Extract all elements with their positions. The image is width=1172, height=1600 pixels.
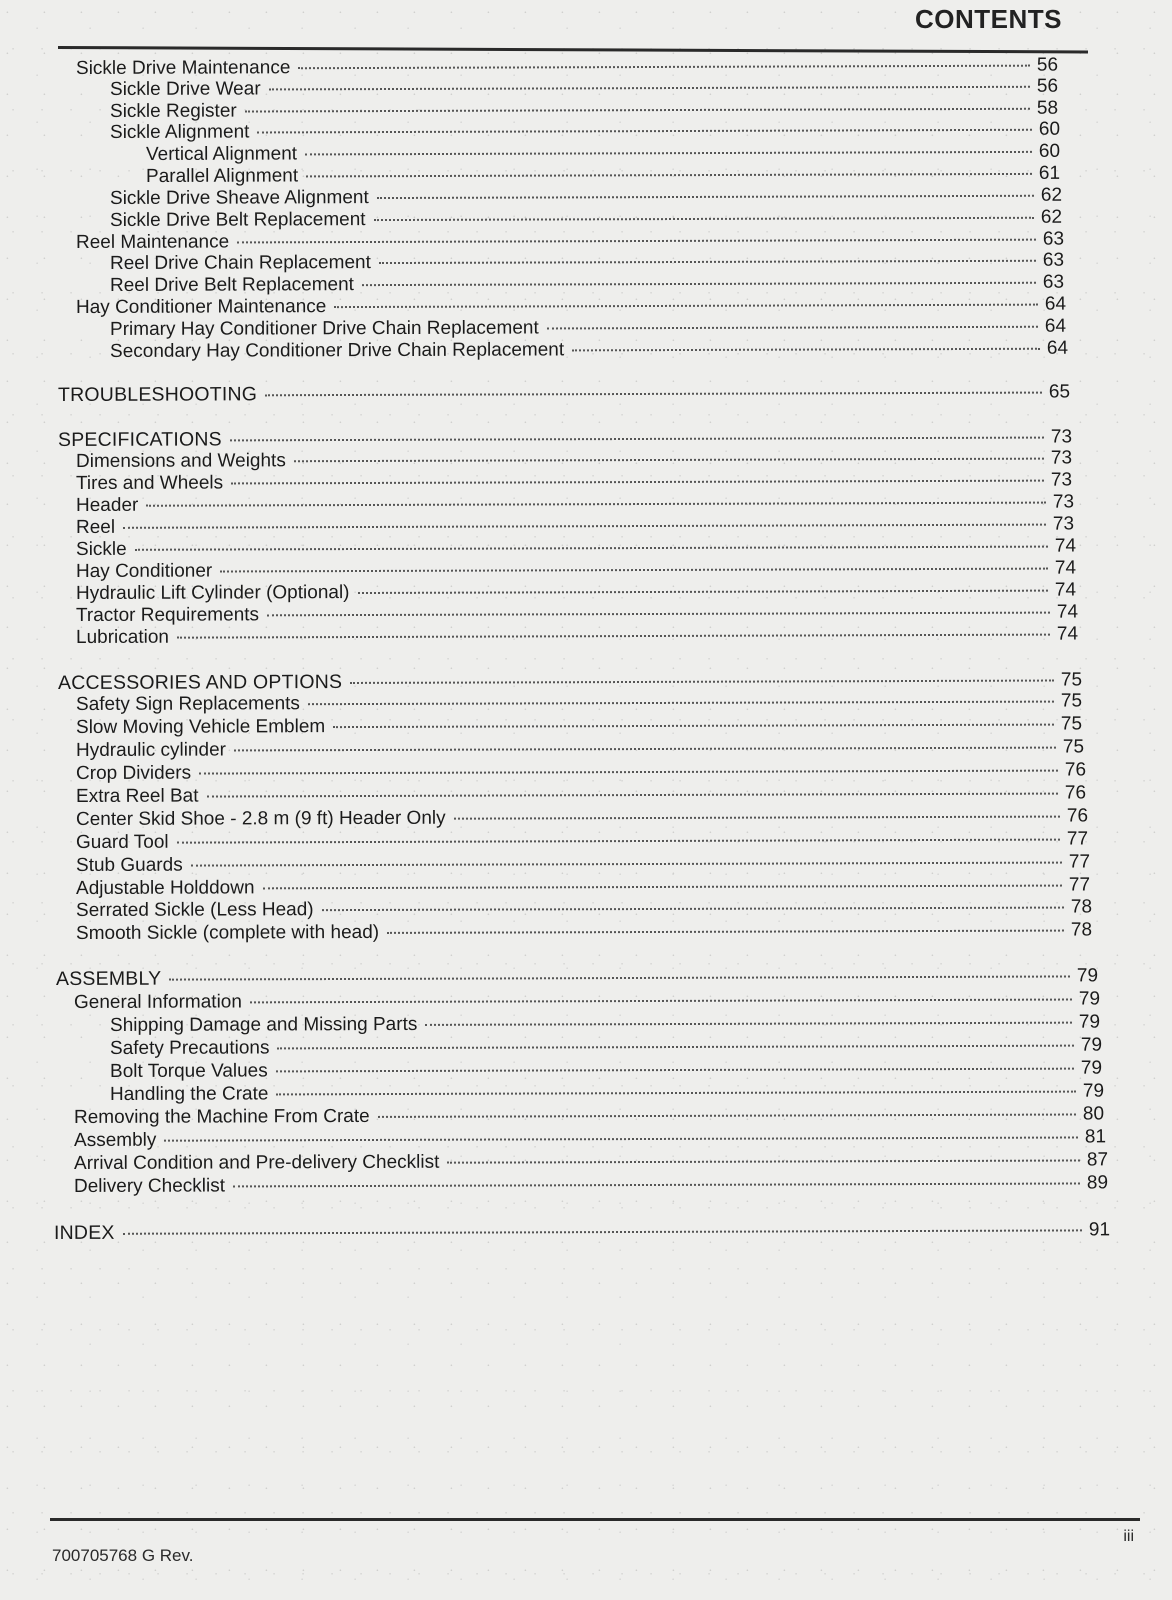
toc-entry[interactable] [74, 1172, 1108, 1198]
dot-leader [572, 348, 1040, 352]
toc-entry-title: Smooth Sickle (complete with head) [75, 921, 380, 944]
toc-entry[interactable] [76, 713, 1082, 739]
dot-leader [305, 151, 1032, 156]
toc-entry-title: Adjustable Holddown [75, 877, 255, 899]
toc-entry-title: Hydraulic cylinder [75, 739, 226, 761]
toc-entry[interactable] [76, 919, 1092, 945]
toc-entry-title: Reel Maintenance [75, 231, 230, 253]
dot-leader [177, 634, 1050, 639]
toc-entry-title: Crop Dividers [75, 762, 192, 784]
toc-entry-page: 61 [1038, 162, 1061, 184]
dot-leader [322, 907, 1064, 912]
document-number: 700705768 G Rev. [52, 1546, 194, 1565]
toc-entry-page: 74 [1056, 601, 1079, 623]
toc-entry-page: 56 [1036, 54, 1059, 76]
toc-entry-page: 73 [1050, 447, 1073, 469]
toc-entry[interactable] [110, 1035, 1102, 1060]
toc-entry-title: Removing the Machine From Crate [73, 1105, 370, 1128]
toc-entry-title: ACCESSORIES AND OPTIONS [57, 671, 343, 694]
toc-entry-title: Sickle Drive Belt Replacement [109, 209, 366, 231]
dot-leader [230, 437, 1044, 442]
toc-entry-page: 63 [1042, 228, 1065, 250]
dot-leader [269, 86, 1030, 91]
toc-section-troubleshooting[interactable] [58, 380, 1070, 407]
toc-entry-title: ASSEMBLY [55, 967, 162, 990]
toc-entry-title: Header [75, 494, 139, 516]
toc-entry-page: 79 [1082, 1080, 1105, 1102]
toc-entry-page: 89 [1086, 1172, 1109, 1194]
dot-leader [454, 816, 1060, 820]
toc-entry[interactable] [74, 988, 1100, 1014]
dot-leader [123, 524, 1046, 529]
dot-leader [334, 304, 1038, 308]
toc-entry-page: 75 [1062, 736, 1085, 758]
toc-entry[interactable] [76, 736, 1084, 762]
toc-entry[interactable] [110, 338, 1068, 363]
dot-leader [379, 260, 1036, 264]
toc-entry-title: Sickle Drive Sheave Alignment [109, 187, 369, 209]
toc-entry-page: 62 [1040, 206, 1063, 228]
toc-entry-title: Sickle Drive Maintenance [75, 57, 291, 79]
toc-entry-title: Slow Moving Vehicle Emblem [75, 716, 326, 738]
toc-entry-title: General Information [73, 991, 242, 1013]
toc-entry[interactable] [76, 690, 1082, 716]
toc-entry-title: Assembly [73, 1129, 157, 1151]
toc-entry-title: Extra Reel Bat [75, 785, 199, 807]
dot-leader [233, 1182, 1080, 1187]
toc-entry-title: Vertical Alignment [145, 143, 298, 165]
toc-entry-page: 63 [1042, 249, 1065, 271]
dot-leader [333, 724, 1054, 729]
dot-leader [169, 975, 1070, 980]
toc-entry-page: 76 [1064, 759, 1087, 781]
toc-entry-title: Hay Conditioner [75, 560, 213, 582]
toc-entry[interactable] [146, 141, 1060, 166]
toc-entry-page: 78 [1070, 919, 1093, 941]
toc-entry-title: Secondary Hay Conditioner Drive Chain Replacement [109, 339, 565, 362]
toc-entry-title: Safety Sign Replacements [75, 693, 300, 715]
dot-leader [123, 1229, 1082, 1234]
toc-entry-page: 73 [1052, 513, 1075, 535]
toc-entry-title: Dimensions and Weights [75, 450, 286, 472]
toc-entry-page: 74 [1054, 579, 1077, 601]
dot-leader [276, 1091, 1076, 1096]
header-rule [58, 46, 1088, 53]
dot-leader [357, 590, 1048, 594]
dot-leader [146, 502, 1046, 507]
toc-entry-page: 74 [1056, 623, 1079, 645]
toc-entry[interactable] [76, 851, 1090, 877]
toc-entry[interactable] [74, 1149, 1108, 1175]
dot-leader [231, 480, 1044, 485]
toc-entry-page: 80 [1082, 1103, 1105, 1125]
toc-entry-title: Lubrication [75, 626, 169, 648]
dot-leader [374, 217, 1034, 221]
toc-entry[interactable] [76, 294, 1066, 319]
toc-entry-page: 56 [1036, 75, 1059, 97]
toc-entry-page: 75 [1060, 669, 1083, 691]
dot-leader [308, 701, 1054, 706]
toc-entry-page: 79 [1080, 1034, 1103, 1056]
dot-leader [237, 239, 1036, 244]
toc-entry-title: TROUBLESHOOTING [57, 383, 258, 406]
toc-entry-title: Sickle Alignment [109, 121, 250, 143]
toc-section-assembly[interactable] [56, 964, 1098, 991]
toc-entry[interactable] [76, 896, 1092, 922]
dot-leader [199, 770, 1058, 775]
dot-leader [177, 839, 1060, 844]
toc-entry-title: Center Skid Shoe - 2.8 m (9 ft) Header Only [75, 807, 446, 830]
toc-entry-title: Bolt Torque Values [109, 1060, 268, 1082]
toc-entry-title: Serrated Sickle (Less Head) [75, 899, 314, 921]
toc-entry[interactable] [76, 805, 1088, 831]
dot-leader [250, 999, 1072, 1004]
dot-leader [245, 108, 1030, 113]
toc-entry[interactable] [110, 1058, 1102, 1083]
toc-entry-page: 79 [1078, 988, 1101, 1010]
toc-entry-title: Stub Guards [75, 854, 183, 876]
dot-leader [267, 612, 1050, 617]
toc-entry-title: Hay Conditioner Maintenance [75, 296, 327, 318]
dot-leader [234, 747, 1056, 752]
toc-entry-page: 76 [1064, 782, 1087, 804]
toc-entry-page: 81 [1084, 1126, 1107, 1148]
toc-entry-title: Reel Drive Belt Replacement [109, 274, 354, 296]
toc-entry-title: SPECIFICATIONS [57, 428, 222, 451]
toc-entry[interactable] [110, 1081, 1104, 1106]
toc-entry-page: 77 [1068, 874, 1091, 896]
toc-entry-title: Hydraulic Lift Cylinder (Optional) [75, 582, 350, 604]
dot-leader [377, 195, 1034, 199]
toc-entry-title: Sickle Register [109, 100, 237, 122]
dot-leader [164, 1136, 1078, 1141]
toc-entry-title: Primary Hay Conditioner Drive Chain Replacement [109, 317, 539, 340]
dot-leader [276, 1068, 1074, 1073]
toc-entry-page: 60 [1038, 118, 1061, 140]
toc-entry-title: Sickle [75, 538, 127, 560]
toc-entry-page: 73 [1050, 426, 1073, 448]
toc-entry-page: 79 [1078, 1011, 1101, 1033]
toc-entry-page: 76 [1066, 805, 1089, 827]
toc-entry-page: 77 [1066, 828, 1089, 850]
toc-entry-title: INDEX [53, 1221, 115, 1244]
toc-entry-page: 75 [1060, 690, 1083, 712]
dot-leader [362, 282, 1036, 286]
dot-leader [220, 568, 1048, 573]
dot-leader [135, 546, 1048, 551]
toc-entry-page: 78 [1070, 896, 1093, 918]
dot-leader [265, 392, 1042, 397]
toc-entry-title: Reel [75, 516, 116, 538]
toc-entry-page: 73 [1050, 469, 1073, 491]
toc-entry-title: Tires and Wheels [75, 472, 224, 494]
dot-leader [298, 65, 1030, 70]
toc-entry-title: Reel Drive Chain Replacement [109, 252, 371, 274]
dot-leader [378, 1114, 1076, 1118]
toc-entry-page: 74 [1054, 557, 1077, 579]
page-number: iii [1123, 1528, 1134, 1545]
toc-entry-title: Handling the Crate [109, 1083, 269, 1105]
toc-entry[interactable] [74, 1103, 1104, 1129]
toc-entry-page: 79 [1076, 965, 1099, 987]
dot-leader [257, 129, 1032, 134]
dot-leader [425, 1022, 1072, 1026]
toc-entry[interactable] [76, 828, 1088, 854]
toc-entry[interactable] [110, 1012, 1100, 1037]
toc-entry-page: 64 [1044, 293, 1067, 315]
toc-entry-page: 64 [1046, 337, 1069, 359]
toc-entry-page: 74 [1054, 535, 1077, 557]
toc-entry-page: 91 [1088, 1219, 1111, 1241]
toc-entry[interactable] [74, 1126, 1106, 1152]
dot-leader [294, 458, 1044, 463]
toc-entry-page: 60 [1038, 140, 1061, 162]
toc-entry-title: Shipping Damage and Missing Parts [109, 1013, 418, 1036]
dot-leader [387, 930, 1064, 934]
toc-entry-page: 75 [1060, 713, 1083, 735]
toc-entry[interactable] [76, 782, 1086, 808]
toc-entry-page: 77 [1068, 851, 1091, 873]
toc-entry[interactable] [76, 624, 1078, 649]
dot-leader [350, 680, 1054, 684]
toc-entry-title: Safety Precautions [109, 1037, 270, 1059]
dot-leader [447, 1159, 1080, 1163]
dot-leader [547, 326, 1038, 330]
toc-entry-title: Sickle Drive Wear [109, 78, 261, 100]
toc-entry-page: 62 [1040, 184, 1063, 206]
toc-entry-title: Guard Tool [75, 831, 169, 853]
toc-entry-page: 87 [1086, 1149, 1109, 1171]
footer-rule [50, 1518, 1140, 1521]
toc-entry-page: 73 [1052, 491, 1075, 513]
toc-section-index[interactable] [54, 1218, 1110, 1245]
toc-entry-page: 63 [1042, 271, 1065, 293]
toc-entry-page: 65 [1048, 381, 1071, 403]
toc-entry[interactable] [110, 119, 1060, 144]
toc-entry-title: Parallel Alignment [145, 165, 299, 187]
dot-leader [191, 862, 1062, 867]
dot-leader [263, 885, 1062, 890]
toc-entry-page: 64 [1044, 315, 1067, 337]
toc-entry-title: Arrival Condition and Pre-delivery Checklist [73, 1151, 440, 1174]
toc-entry-title: Delivery Checklist [73, 1175, 226, 1197]
dot-leader [277, 1045, 1074, 1050]
page-title: CONTENTS [915, 4, 1062, 34]
dot-leader [206, 793, 1058, 798]
toc-entry-page: 58 [1036, 97, 1059, 119]
toc-entry[interactable] [76, 759, 1086, 785]
toc-entry-page: 79 [1080, 1057, 1103, 1079]
dot-leader [306, 173, 1032, 178]
toc-entry-title: Tractor Requirements [75, 604, 260, 626]
